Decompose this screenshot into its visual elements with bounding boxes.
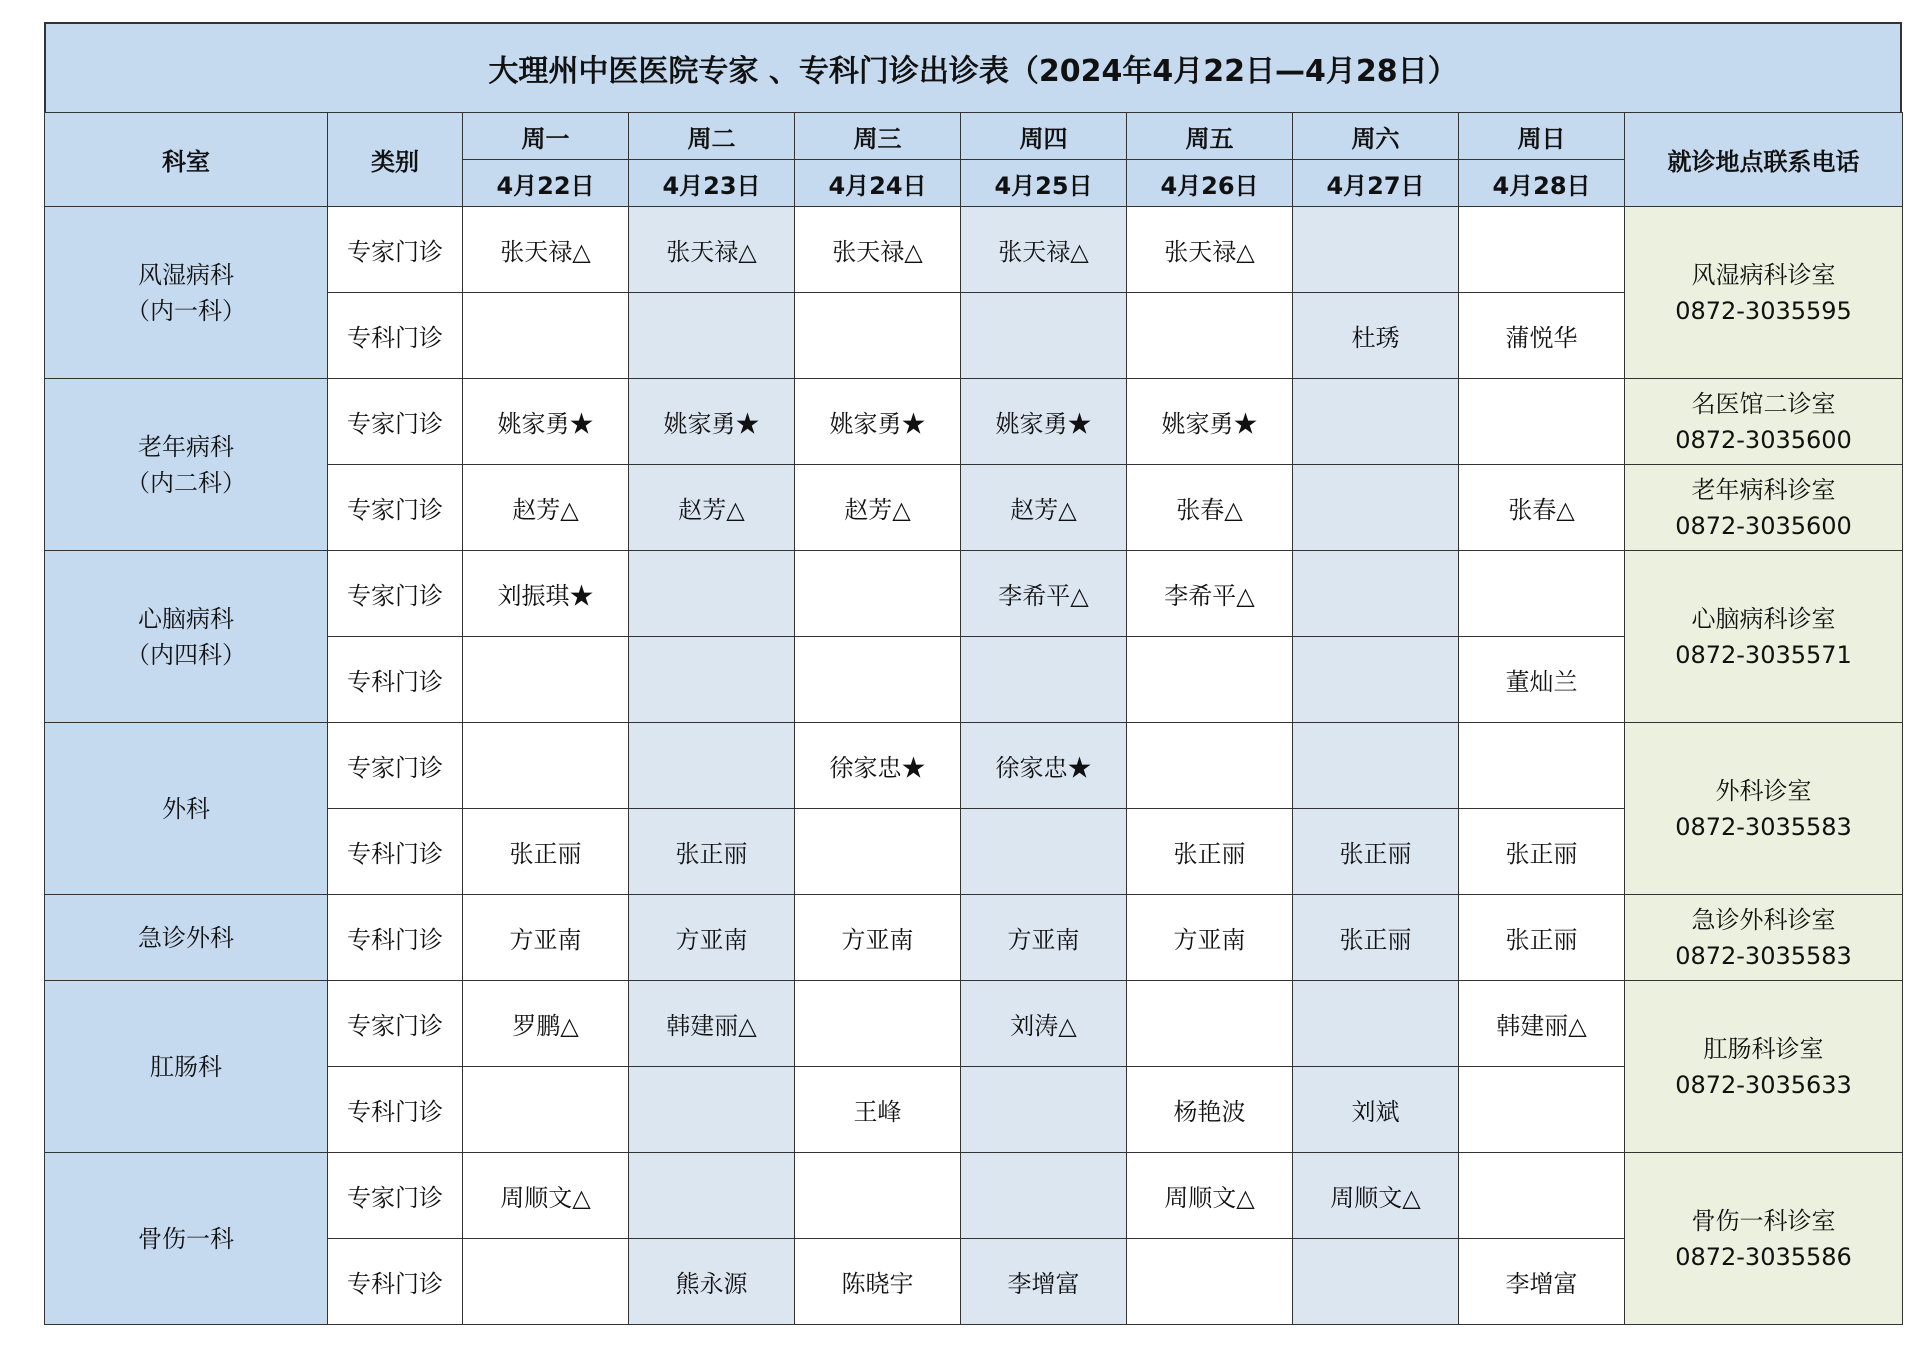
- schedule-table: [44, 112, 1903, 1325]
- doctor-cell: [1127, 293, 1293, 379]
- doctor-cell: [961, 637, 1127, 723]
- clinic-type: 专科门诊: [328, 1239, 463, 1325]
- header-date: 4月25日: [961, 160, 1127, 207]
- doctor-cell: 周顺文△: [1293, 1153, 1459, 1239]
- doctor-cell: [1293, 637, 1459, 723]
- doctor-cell: 姚家勇★: [463, 379, 629, 465]
- doctor-cell: 赵芳△: [961, 465, 1127, 551]
- doctor-cell: 张正丽: [1459, 895, 1625, 981]
- doctor-cell: 姚家勇★: [961, 379, 1127, 465]
- header-dept: 科室: [45, 113, 328, 207]
- doctor-cell: [463, 1067, 629, 1153]
- phone-number: 0872-3035600: [1675, 511, 1852, 540]
- header-weekday: 周三: [795, 113, 961, 160]
- doctor-cell: [1459, 379, 1625, 465]
- doctor-cell: 刘斌: [1293, 1067, 1459, 1153]
- doctor-cell: [463, 1239, 629, 1325]
- department-name: 肛肠科: [150, 1052, 222, 1081]
- doctor-cell: 罗鹏△: [463, 981, 629, 1067]
- doctor-cell: 熊永源: [629, 1239, 795, 1325]
- doctor-cell: [1459, 1153, 1625, 1239]
- contact-cell: [1625, 207, 1903, 379]
- contact-cell: [1625, 723, 1903, 895]
- doctor-cell: 赵芳△: [795, 465, 961, 551]
- clinic-location: 风湿病科诊室: [1691, 260, 1836, 289]
- doctor-cell: 张春△: [1127, 465, 1293, 551]
- doctor-cell: [795, 1153, 961, 1239]
- doctor-cell: 方亚南: [1127, 895, 1293, 981]
- clinic-location: 外科诊室: [1715, 776, 1812, 805]
- clinic-type: 专家门诊: [328, 465, 463, 551]
- header-row-weekdays: [45, 113, 1903, 160]
- department-name: 急诊外科: [138, 923, 234, 952]
- doctor-cell: [629, 1067, 795, 1153]
- clinic-type: 专家门诊: [328, 207, 463, 293]
- doctor-cell: [795, 293, 961, 379]
- clinic-location: 急诊外科诊室: [1691, 905, 1836, 934]
- clinic-type: 专家门诊: [328, 723, 463, 809]
- header-date: 4月26日: [1127, 160, 1293, 207]
- doctor-cell: [1293, 207, 1459, 293]
- department-name: （内二科）: [126, 468, 246, 497]
- contact-cell: [1625, 465, 1903, 551]
- doctor-cell: 刘振琪★: [463, 551, 629, 637]
- doctor-cell: 韩建丽△: [629, 981, 795, 1067]
- doctor-cell: [463, 293, 629, 379]
- table-row: [45, 207, 1903, 293]
- doctor-cell: 方亚南: [629, 895, 795, 981]
- contact-cell: [1625, 379, 1903, 465]
- header-weekday: 周一: [463, 113, 629, 160]
- doctor-cell: [795, 809, 961, 895]
- doctor-cell: [629, 1153, 795, 1239]
- doctor-cell: 张天禄△: [1127, 207, 1293, 293]
- clinic-type: 专家门诊: [328, 379, 463, 465]
- doctor-cell: 张正丽: [1459, 809, 1625, 895]
- doctor-cell: 张天禄△: [961, 207, 1127, 293]
- doctor-cell: [961, 1067, 1127, 1153]
- doctor-cell: [629, 551, 795, 637]
- table-row: [45, 1153, 1903, 1239]
- contact-cell: [1625, 551, 1903, 723]
- table-row: [45, 981, 1903, 1067]
- header-date: 4月24日: [795, 160, 961, 207]
- doctor-cell: [1293, 1239, 1459, 1325]
- header-weekday: 周五: [1127, 113, 1293, 160]
- header-date: 4月22日: [463, 160, 629, 207]
- doctor-cell: 李希平△: [1127, 551, 1293, 637]
- header-weekday: 周四: [961, 113, 1127, 160]
- phone-number: 0872-3035571: [1675, 640, 1852, 669]
- doctor-cell: 李增富: [961, 1239, 1127, 1325]
- doctor-cell: 董灿兰: [1459, 637, 1625, 723]
- department-name: 外科: [162, 794, 210, 823]
- doctor-cell: 张正丽: [1127, 809, 1293, 895]
- doctor-cell: [795, 981, 961, 1067]
- doctor-cell: [795, 637, 961, 723]
- doctor-cell: [1127, 981, 1293, 1067]
- doctor-cell: 蒲悦华: [1459, 293, 1625, 379]
- clinic-location: 骨伤一科诊室: [1691, 1206, 1836, 1235]
- doctor-cell: 韩建丽△: [1459, 981, 1625, 1067]
- doctor-cell: [1127, 637, 1293, 723]
- header-date: 4月23日: [629, 160, 795, 207]
- contact-cell: [1625, 981, 1903, 1153]
- doctor-cell: 张春△: [1459, 465, 1625, 551]
- clinic-location: 肛肠科诊室: [1703, 1034, 1824, 1063]
- doctor-cell: [463, 637, 629, 723]
- doctor-cell: [629, 723, 795, 809]
- table-row: [45, 723, 1903, 809]
- page-title: 大理州中医医院专家 、专科门诊出诊表（2024年4月22日—4月28日）: [44, 22, 1902, 112]
- department-name: 骨伤一科: [138, 1224, 234, 1253]
- doctor-cell: 徐家忠★: [795, 723, 961, 809]
- department-name: 老年病科: [138, 432, 234, 461]
- doctor-cell: 李增富: [1459, 1239, 1625, 1325]
- clinic-type: 专科门诊: [328, 895, 463, 981]
- doctor-cell: 张正丽: [463, 809, 629, 895]
- header-weekday: 周日: [1459, 113, 1625, 160]
- phone-number: 0872-3035586: [1675, 1242, 1852, 1271]
- header-weekday: 周六: [1293, 113, 1459, 160]
- header-weekday: 周二: [629, 113, 795, 160]
- doctor-cell: 姚家勇★: [629, 379, 795, 465]
- contact-cell: [1625, 895, 1903, 981]
- header-contact: 就诊地点联系电话: [1625, 113, 1903, 207]
- phone-number: 0872-3035600: [1675, 425, 1852, 454]
- doctor-cell: 徐家忠★: [961, 723, 1127, 809]
- doctor-cell: [1459, 207, 1625, 293]
- department-cell: [45, 723, 328, 895]
- phone-number: 0872-3035583: [1675, 941, 1852, 970]
- clinic-type: 专家门诊: [328, 551, 463, 637]
- doctor-cell: 杨艳波: [1127, 1067, 1293, 1153]
- doctor-cell: 张正丽: [1293, 895, 1459, 981]
- department-cell: [45, 981, 328, 1153]
- doctor-cell: [961, 293, 1127, 379]
- doctor-cell: [1459, 723, 1625, 809]
- header-category: 类别: [328, 113, 463, 207]
- table-row: [45, 895, 1903, 981]
- doctor-cell: 杜琇: [1293, 293, 1459, 379]
- doctor-cell: 姚家勇★: [1127, 379, 1293, 465]
- clinic-location: 心脑病科诊室: [1691, 604, 1836, 633]
- doctor-cell: 张正丽: [1293, 809, 1459, 895]
- doctor-cell: 刘涛△: [961, 981, 1127, 1067]
- doctor-cell: [795, 551, 961, 637]
- doctor-cell: 方亚南: [795, 895, 961, 981]
- department-name: （内一科）: [126, 296, 246, 325]
- contact-cell: [1625, 1153, 1903, 1325]
- doctor-cell: [1459, 551, 1625, 637]
- doctor-cell: 张天禄△: [629, 207, 795, 293]
- doctor-cell: 方亚南: [961, 895, 1127, 981]
- clinic-type: 专家门诊: [328, 1153, 463, 1239]
- doctor-cell: [1459, 1067, 1625, 1153]
- doctor-cell: 姚家勇★: [795, 379, 961, 465]
- schedule-sheet: [44, 22, 1902, 1325]
- doctor-cell: 赵芳△: [629, 465, 795, 551]
- clinic-type: 专科门诊: [328, 1067, 463, 1153]
- department-name: 心脑病科: [138, 604, 234, 633]
- phone-number: 0872-3035633: [1675, 1070, 1852, 1099]
- doctor-cell: [629, 293, 795, 379]
- clinic-location: 老年病科诊室: [1691, 475, 1836, 504]
- table-row: [45, 551, 1903, 637]
- doctor-cell: 方亚南: [463, 895, 629, 981]
- department-cell: [45, 379, 328, 551]
- department-cell: [45, 1153, 328, 1325]
- schedule-body: [45, 207, 1903, 1325]
- doctor-cell: [629, 637, 795, 723]
- doctor-cell: [1293, 551, 1459, 637]
- doctor-cell: [1127, 723, 1293, 809]
- doctor-cell: [1293, 981, 1459, 1067]
- doctor-cell: [1293, 465, 1459, 551]
- doctor-cell: 陈晓宇: [795, 1239, 961, 1325]
- header-date: 4月28日: [1459, 160, 1625, 207]
- doctor-cell: 王峰: [795, 1067, 961, 1153]
- doctor-cell: [1293, 723, 1459, 809]
- doctor-cell: [1293, 379, 1459, 465]
- department-name: 风湿病科: [138, 260, 234, 289]
- doctor-cell: 周顺文△: [463, 1153, 629, 1239]
- department-cell: [45, 207, 328, 379]
- doctor-cell: 张正丽: [629, 809, 795, 895]
- clinic-type: 专科门诊: [328, 293, 463, 379]
- department-cell: [45, 895, 328, 981]
- doctor-cell: 张天禄△: [795, 207, 961, 293]
- doctor-cell: 李希平△: [961, 551, 1127, 637]
- table-row: [45, 379, 1903, 465]
- phone-number: 0872-3035595: [1675, 296, 1852, 325]
- header-date: 4月27日: [1293, 160, 1459, 207]
- department-name: （内四科）: [126, 640, 246, 669]
- doctor-cell: [961, 809, 1127, 895]
- clinic-type: 专科门诊: [328, 637, 463, 723]
- doctor-cell: [463, 723, 629, 809]
- clinic-type: 专科门诊: [328, 809, 463, 895]
- doctor-cell: [1127, 1239, 1293, 1325]
- doctor-cell: 周顺文△: [1127, 1153, 1293, 1239]
- clinic-location: 名医馆二诊室: [1691, 389, 1836, 418]
- clinic-type: 专家门诊: [328, 981, 463, 1067]
- phone-number: 0872-3035583: [1675, 812, 1852, 841]
- doctor-cell: 赵芳△: [463, 465, 629, 551]
- doctor-cell: 张天禄△: [463, 207, 629, 293]
- doctor-cell: [961, 1153, 1127, 1239]
- department-cell: [45, 551, 328, 723]
